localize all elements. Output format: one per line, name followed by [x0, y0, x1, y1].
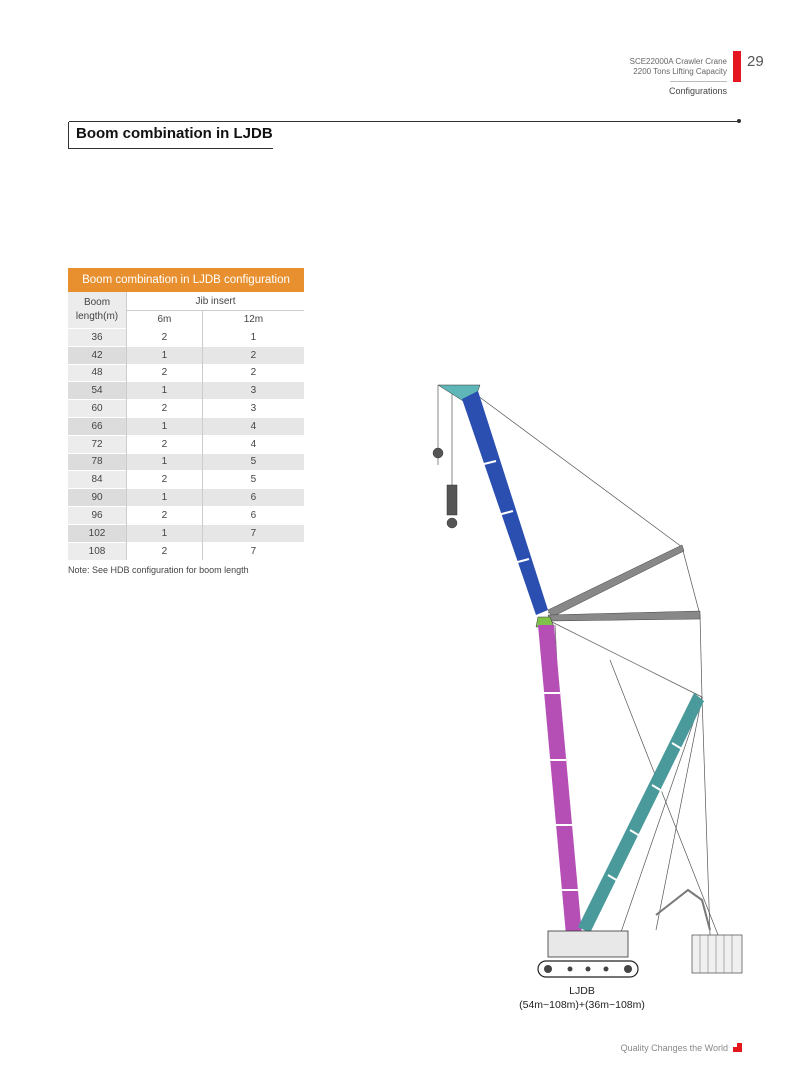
page-title: Boom combination in LJDB: [76, 125, 273, 142]
jib-12m-cell: 5: [202, 471, 304, 489]
header-capacity: 2200 Tons Lifting Capacity: [633, 67, 727, 76]
jib-6m-cell: 1: [127, 489, 203, 507]
boom-length-cell: 108: [68, 542, 127, 560]
jib-12m-cell: 2: [202, 346, 304, 364]
boom-length-cell: 42: [68, 346, 127, 364]
jib-6m-cell: 2: [127, 435, 203, 453]
boom-length-cell: 102: [68, 524, 127, 542]
jib-6m-cell: 1: [127, 524, 203, 542]
boom-length-cell: 48: [68, 364, 127, 382]
back-mast: [656, 890, 710, 930]
jib-6m-cell: 1: [127, 346, 203, 364]
brand-mark-icon: [733, 1043, 742, 1052]
jib-12m-cell: 7: [202, 524, 304, 542]
jib-insert-header: Jib insert: [127, 292, 305, 311]
boom-length-cell: 54: [68, 382, 127, 400]
diagram-caption-range: (54m~108m)+(36m~108m): [519, 999, 645, 1011]
hook-blocks: [433, 448, 457, 528]
crane-rigging: [438, 385, 720, 940]
jib-boom: [462, 391, 548, 615]
jib-12m-cell: 4: [202, 417, 304, 435]
boom-length-cell: 96: [68, 506, 127, 524]
jib-strut-lower: [548, 611, 700, 621]
table-row: [68, 364, 304, 382]
jib-12m-cell: 7: [202, 542, 304, 560]
jib-6m-cell: 1: [127, 417, 203, 435]
table-row: [68, 417, 304, 435]
jib-strut-upper: [548, 545, 684, 617]
footer-slogan: Quality Changes the World: [620, 1043, 728, 1053]
table-row: [68, 506, 304, 524]
col-12m-header: 12m: [202, 311, 304, 329]
jib-6m-cell: 2: [127, 364, 203, 382]
boom-length-cell: 60: [68, 400, 127, 418]
title-rule-dot: [737, 119, 741, 123]
table-row: [68, 542, 304, 560]
table-row: [68, 329, 304, 347]
table-row: [68, 524, 304, 542]
jib-6m-cell: 2: [127, 329, 203, 347]
diagram-caption-title: LJDB: [569, 985, 595, 997]
main-boom: [538, 625, 582, 935]
jib-12m-cell: 5: [202, 453, 304, 471]
header-model: SCE22000A Crawler Crane: [629, 57, 727, 66]
table-row: [68, 453, 304, 471]
jib-12m-cell: 1: [202, 329, 304, 347]
counterweight: [692, 935, 742, 973]
table-row: [68, 435, 304, 453]
superstructure: [548, 931, 628, 957]
jib-12m-cell: 3: [202, 400, 304, 418]
table-row: [68, 346, 304, 364]
jib-12m-cell: 4: [202, 435, 304, 453]
jib-6m-cell: 1: [127, 382, 203, 400]
boom-length-header: Boom length(m): [68, 292, 127, 329]
boom-length-cell: 72: [68, 435, 127, 453]
jib-6m-cell: 2: [127, 400, 203, 418]
crane-mast: [578, 693, 704, 933]
jib-12m-cell: 6: [202, 489, 304, 507]
table-row: [68, 471, 304, 489]
jib-6m-cell: 2: [127, 506, 203, 524]
boom-length-cell: 66: [68, 417, 127, 435]
col-6m-header: 6m: [127, 311, 203, 329]
jib-12m-cell: 3: [202, 382, 304, 400]
boom-length-cell: 84: [68, 471, 127, 489]
jib-12m-cell: 6: [202, 506, 304, 524]
table-row: [68, 400, 304, 418]
table-row: [68, 382, 304, 400]
table-caption: Boom combination in LJDB configuration: [68, 268, 304, 292]
header-section: Configurations: [668, 86, 727, 96]
jib-6m-cell: 2: [127, 471, 203, 489]
table-note: Note: See HDB configuration for boom length: [68, 565, 249, 575]
header-divider: [670, 81, 727, 82]
crane-diagram: [420, 375, 750, 985]
jib-12m-cell: 2: [202, 364, 304, 382]
boom-combination-table: [68, 268, 304, 560]
boom-length-cell: 78: [68, 453, 127, 471]
boom-length-cell: 36: [68, 329, 127, 347]
table-body: [68, 329, 304, 560]
boom-length-cell: 90: [68, 489, 127, 507]
page-accent-bar: [733, 51, 741, 82]
header-info: [630, 57, 727, 77]
jib-6m-cell: 2: [127, 542, 203, 560]
page-number: 29: [747, 53, 764, 70]
jib-6m-cell: 1: [127, 453, 203, 471]
table-row: [68, 489, 304, 507]
